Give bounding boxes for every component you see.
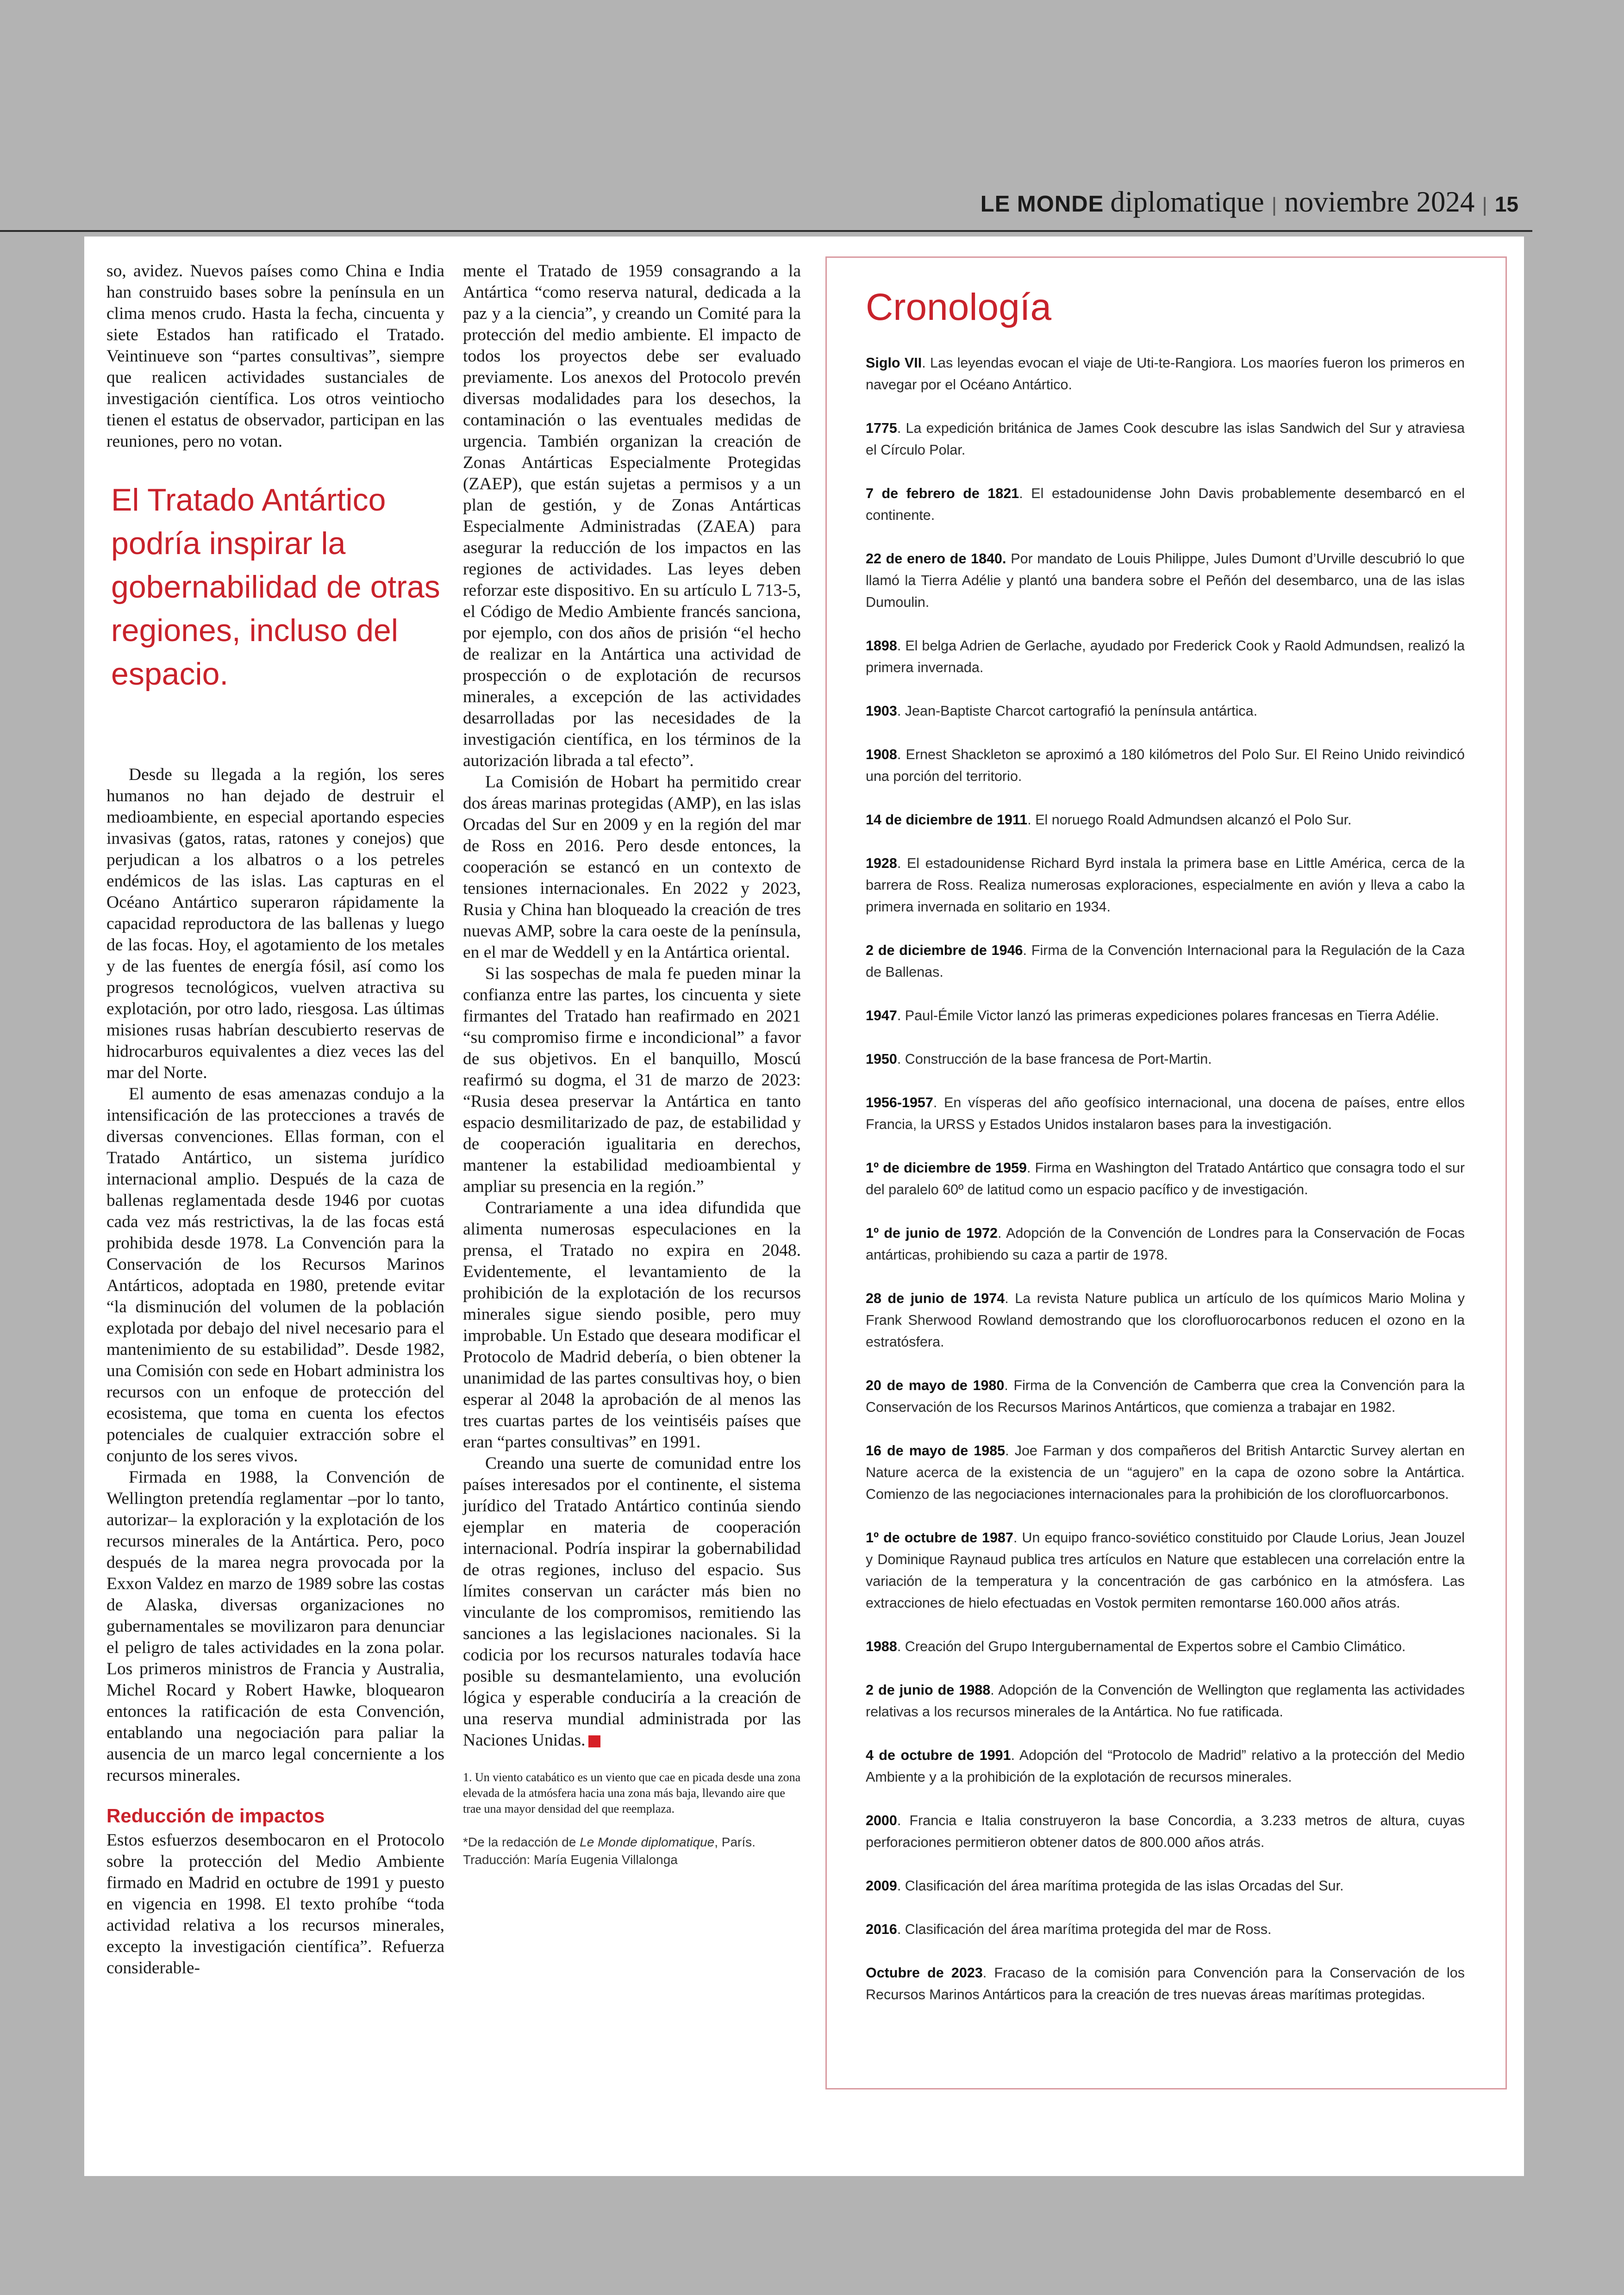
chronology-date: 14 de diciembre de 1911 [866,812,1028,828]
chronology-text: . Ernest Shackleton se aproximó a 180 kilómetros del Polo Sur. El Reino Unido reivindicó una porción del territorio. [866,747,1465,784]
chronology-entry [866,940,1465,983]
chronology-entry [866,1048,1465,1070]
paragraph: Estos esfuerzos desembocaron en el Protocolo sobre la protección del Medio Ambiente firmado en Madrid en octubre de 1991 y puesto en vigencia en 1998. El texto prohíbe “toda actividad relativa a los recursos minerales, excepto la investigación científica”. Refuerza considerable- [106,1831,444,1977]
chronology-date: 1950 [866,1051,897,1067]
chronology-entry [866,1527,1465,1614]
chronology-date: 4 de octubre de 1991 [866,1747,1011,1763]
chronology-date: 1775 [866,420,897,436]
paragraph-text: Creando una suerte de comunidad entre los países interesados por el continente, el sistema jurídico del Tratado Antártico continúa siendo ejemplar en materia de cooperación internacional. Podría inspirar la gobernabilidad de otras regiones, incluso del espacio. Sus límites conservan un carácter más bien no vinculante de los compromisos, remitiendo las sanciones a las legislaciones nacionales. Si la codicia por los recursos naturales todavía hace posible su desmantelamiento, una evolución lógica y esperable conduciría a la creación de una reserva mundial administrada por las Naciones Unidas. [463,1454,801,1750]
credit-suffix: , París. [714,1835,756,1849]
chronology-text: . Firma de la Convención de Camberra que crea la Convención para la Conservación de los Recursos Marinos Antárticos, que comienza a trabajar en 1982. [866,1378,1465,1415]
chronology-text: . El estadounidense John Davis probablemente desembarcó en el continente. [866,486,1465,523]
chronology-entry [866,1005,1465,1027]
chronology-text: . Clasificación del área marítima protegida de las islas Orcadas del Sur. [897,1878,1344,1894]
chronology-date: 1903 [866,703,897,719]
masthead [981,185,1518,222]
chronology-entry [866,548,1465,613]
credit-prefix: *De la redacción de [463,1835,576,1849]
chronology-text: . Firma de la Convención Internacional para la Regulación de la Caza de Ballenas. [866,942,1465,980]
chronology-text: . Fracaso de la comisión para Convención para la Conservación de los Recursos Marinos Antárticos para la creación de tres nuevas áreas marítimas protegidas. [866,1965,1465,2002]
chronology-entry [866,1092,1465,1135]
author-credit [463,1834,801,1869]
chronology-date: 1º de octubre de 1987 [866,1530,1013,1546]
chronology-text: . La expedición británica de James Cook descubre las islas Sandwich del Sur y atraviesa el Círculo Polar. [866,420,1465,458]
chronology-text: . Las leyendas evocan el viaje de Uti-te-Rangiora. Los maoríes fueron los primeros en navegar por el Océano Antártico. [866,355,1465,393]
paragraph: La Comisión de Hobart ha permitido crear dos áreas marinas protegidas (AMP), en las islas Orcadas del Sur en 2009 y en la región del mar de Ross en 2016. Pero desde entonces, la cooperación se estancó en un contexto de tensiones internacionales. En 2022 y 2023, Rusia y China han bloqueado la creación de tres nuevas AMP, sobre la cara oeste de la península, en el mar de Weddell y en la Antártica oriental. [463,773,801,962]
chronology-text: . Firma en Washington del Tratado Antártico que consagra todo el sur del paralelo 60º de latitud como un espacio pacífico y de investigación. [866,1160,1465,1197]
masthead-separator: | [1271,193,1277,216]
chronology-date: 2 de diciembre de 1946 [866,942,1023,958]
chronology-title: Cronología [866,286,1052,328]
chronology-entry [866,1679,1465,1723]
chronology-entry [866,1745,1465,1788]
masthead-issue: noviembre 2024 [1284,186,1475,218]
page-number: 15 [1494,192,1518,216]
chronology-date: 1º de diciembre de 1959 [866,1160,1027,1176]
chronology-date: 1º de junio de 1972 [866,1225,998,1241]
masthead-subtitle: diplomatique [1110,186,1264,218]
header-rule [0,230,1532,232]
chronology-text: . El noruego Roald Admundsen alcanzó el Polo Sur. [1027,812,1352,828]
chronology-entry [866,483,1465,526]
chronology-text: . Un equipo franco-soviético constituido por Claude Lorius, Jean Jouzel y Dominique Raynaud publica tres artículos en Nature que establecen una correlación entre la variación de la temperatura y la concentración de gas carbónico en la atmósfera. Las extracciones de hielo efectuadas en Vostok permiten remontarse 160.000 años atrás. [866,1530,1465,1611]
chronology-date: 1956-1957 [866,1095,933,1110]
masthead-brand: LE MONDE [980,192,1104,217]
chronology-entry [866,1810,1465,1853]
chronology-text: . Adopción de la Convención de Londres para la Conservación de Focas antárticas, prohibiendo su caza a partir de 1978. [866,1225,1465,1263]
chronology-text: . Clasificación del área marítima protegida del mar de Ross. [897,1921,1272,1937]
chronology-text: . Creación del Grupo Intergubernamental de Expertos sobre el Cambio Climático. [897,1639,1406,1654]
paragraph: so, avidez. Nuevos países como China e India han construido bases sobre la península en un clima menos crudo. Hasta la fecha, cincuenta y siete Estados han ratificado el Tratado. Veintinueve son “partes consultivas”, siempre que realicen actividades sustanciales de investigación científica. Los otros veintiocho tienen el estatus de observador, participan en las reuniones, pero no votan. [106,262,444,451]
translation-credit: Traducción: María Eugenia Villalonga [463,1852,678,1867]
chronology-entry [866,1157,1465,1201]
chronology-entry [866,744,1465,787]
chronology-entry [866,1919,1465,1940]
credit-publication: Le Monde diplomatique [580,1835,715,1849]
chronology-text: . Construcción de la base francesa de Port-Martin. [897,1051,1212,1067]
pull-quote: El Tratado Antártico podría inspirar la gobernabilidad de otras regiones, incluso del espacio. [111,482,440,692]
paragraph: Desde su llegada a la región, los seres humanos no han dejado de destruir el medioambiente, en especial aportando especies invasivas (gatos, ratas, ratones y conejos) que perjudican a los albatros o a los petreles endémicos de las islas. Las capturas en el Océano Antártico superaron rápidamente la capacidad reproductora de las ballenas y luego de las focas. Hoy, el agotamiento de los metales y de las fuentes de energía fósil, así como los progresos tecnológicos, vuelven atractiva su explotación, por otro lado, riesgosa. Las últimas misiones rusas habrían descubierto reservas de hidrocarburos equivalentes a diez veces las del mar del Norte. [106,765,444,1082]
paragraph: Firmada en 1988, la Convención de Wellington pretendía reglamentar –por lo tanto, autorizar– la exploración y la explotación de los recursos minerales de la Antártica. Pero, poco después de la marea negra provocada por la Exxon Valdez en marzo de 1989 sobre las costas de Alaska, diversas organizaciones no gubernamentales se movilizaron para denunciar el peligro de tales actividades en la zona polar. Los primeros ministros de Francia y Australia, Michel Rocard y Robert Hawke, bloquearon entonces la ratificación de esta Convención, entablando una negociación para paliar la ausencia de un marco legal concerniente a los recursos minerales. [106,1468,444,1785]
chronology-date: 7 de febrero de 1821 [866,486,1019,501]
chronology-date: 28 de junio de 1974 [866,1291,1005,1306]
chronology-entry [866,700,1465,722]
chronology-text: . Jean-Baptiste Charcot cartografió la península antártica. [897,703,1258,719]
chronology-date: Siglo VII [866,355,922,371]
chronology-text: . La revista Nature publica un artículo de los químicos Mario Molina y Frank Sherwood Rowland demostrando que los clorofluorocarbonos reducen el ozono en la estratósfera. [866,1291,1465,1350]
paragraph: El aumento de esas amenazas condujo a la intensificación de las protecciones a través de diversas convenciones. Ellas forman, con el Tratado Antártico, un sistema jurídico internacional amplio. Después de la caza de ballenas reglamentada desde 1946 por cuotas cada vez más restrictivas, la de las focas está prohibida desde 1978. La Convención para la Conservación de los Recursos Marinos Antárticos, adoptada en 1980, pretende evitar “la disminución del volumen de la población explotada por debajo del nivel necesario para el mantenimiento de su estabilidad”. Desde 1982, una Comisión con sede en Hobart administra los recursos con un enfoque de protección del ecosistema, que toma en cuenta los efectos potenciales de cualquier extracción sobre el conjunto de los seres vivos. [106,1085,444,1466]
chronology-date: 20 de mayo de 1980 [866,1378,1005,1393]
chronology-entry [866,1288,1465,1353]
chronology-date: 1928 [866,855,897,871]
chronology-text: . Adopción de la Convención de Wellington que reglamenta las actividades relativas a los recursos minerales de la Antártica. No fue ratificada. [866,1682,1465,1720]
chronology-date: 2009 [866,1878,897,1894]
chronology-entry [866,1875,1465,1897]
end-of-article-mark [588,1735,600,1747]
chronology-text: . Francia e Italia construyeron la base Concordia, a 3.233 metros de altura, cuyas perforaciones permitieron obtener datos de 800.000 años atrás. [866,1813,1465,1850]
chronology-text: . Paul-Émile Victor lanzó las primeras expediciones polares francesas en Tierra Adélie. [897,1008,1439,1023]
chronology-list [866,352,1465,2006]
chronology-date: 1947 [866,1008,897,1023]
chronology-entry [866,809,1465,831]
chronology-entry [866,1222,1465,1266]
chronology-text: . Joe Farman y dos compañeros del British Antarctic Survey alertan en Nature acerca de la existencia de un “agujero” en la capa de ozono sobre la Antártica. Comienzo de las negociaciones internacionales para la prohibición de los clorofluorcarbonos. [866,1443,1465,1502]
chronology-date: 22 de enero de 1840. [866,551,1006,567]
chronology-text: . Adopción del “Protocolo de Madrid” relativo a la protección del Medio Ambiente y a la prohibición de la explotación de recursos minerales. [866,1747,1465,1785]
chronology-box [825,256,1507,2089]
article-column-2 [463,261,801,1869]
chronology-text: . El belga Adrien de Gerlache, ayudado por Frederick Cook y Raold Admundsen, realizó la primera invernada. [866,638,1465,675]
chronology-entry [866,1375,1465,1418]
article-column-1 [106,261,444,1979]
chronology-date: 1908 [866,747,897,762]
chronology-entry [866,352,1465,396]
chronology-text: . El estadounidense Richard Byrd instala la primera base en Little América, cerca de la barrera de Ross. Realiza numerosas exploraciones, especialmente en avión y lleva a cabo la primera invernada en solitario en 1934. [866,855,1465,915]
chronology-text: . En vísperas del año geofísico internacional, una docena de países, entre ellos Francia, la URSS y Estados Unidos instalaron bases para la investigación. [866,1095,1465,1132]
section-subheading: Reducción de impactos [106,1805,325,1827]
footnote: 1. Un viento catabático es un viento que cae en picada desde una zona elevada de la atmósfera hacia una zona más baja, llevando aire que trae una mayor densidad del que reemplaza. [463,1771,801,1815]
chronology-entry [866,1636,1465,1658]
chronology-text: Por mandato de Louis Philippe, Jules Dumont d’Urville descubrió lo que llamó la Tierra Adélie y plantó una bandera sobre el Peñón del desembarco, una de las islas Dumoulin. [866,551,1465,610]
chronology-date: 1988 [866,1639,897,1654]
chronology-date: Octubre de 2023 [866,1965,983,1981]
chronology-date: 16 de mayo de 1985 [866,1443,1006,1459]
chronology-entry [866,1440,1465,1505]
chronology-date: 2000 [866,1813,897,1828]
chronology-entry [866,853,1465,918]
chronology-entry [866,1962,1465,2006]
paragraph: Si las sospechas de mala fe pueden minar la confianza entre las partes, los cincuenta y siete firmantes del Tratado han reafirmado en 2021 “su compromiso firme e incondicional” a favor de sus objetivos. En el banquillo, Moscú reafirmó su dogma, el 31 de marzo de 2023: “Rusia desea preservar la Antártica en tanto espacio desmilitarizado de paz, de estabilidad y de cooperación igualitaria en derechos, mantener la estabilidad medioambiental y ampliar su presencia en la región.” [463,964,801,1196]
chronology-entry [866,418,1465,461]
chronology-date: 2 de junio de 1988 [866,1682,991,1698]
page-sheet [84,237,1524,2176]
chronology-date: 2016 [866,1921,897,1937]
masthead-separator-2: | [1482,193,1487,216]
chronology-date: 1898 [866,638,897,654]
paragraph: mente el Tratado de 1959 consagrando a la Antártica “como reserva natural, dedicada a la paz y a la ciencia”, y creando un Comité para la protección del medio ambiente. El impacto de todos los proyectos debe ser evaluado previamente. Los anexos del Protocolo prevén diversas modalidades para los desechos, la contaminación o las eventuales medidas de urgencia. También organizan la creación de Zonas Antárticas Especialmente Protegidas (ZAEP), que están sujetas a permisos y a un plan de gestión, y de Zonas Antárticas Especialmente Administradas (ZAEA) para asegurar la reducción de los impactos en las regiones de actividades. Las leyes deben reforzar este dispositivo. En su artículo L 713-5, el Código de Medio Ambiente francés sanciona, por ejemplo, con dos años de prisión “el hecho de realizar en la Antártica una actividad de prospección o de explotación de recursos minerales, a excepción de las actividades desarrolladas por las necesidades de la investigación científica, en los términos de la autorización librada a tal efecto”. [463,262,801,770]
chronology-entry [866,635,1465,679]
paragraph-final [463,1453,801,1751]
paragraph: Contrariamente a una idea difundida que alimenta numerosas especulaciones en la prensa, el Tratado no expira en 2048. Evidentemente, el levantamiento de la prohibición de la explotación de los recursos minerales sigue siendo posible, pero muy improbable. Un Estado que deseara modificar el Protocolo de Madrid debería, o bien obtener la unanimidad de las partes consultivas hoy, o bien esperar al 2048 la aprobación de al menos las tres cuartas partes de los veintiséis países que eran “partes consultivas” en 1991. [463,1198,801,1452]
